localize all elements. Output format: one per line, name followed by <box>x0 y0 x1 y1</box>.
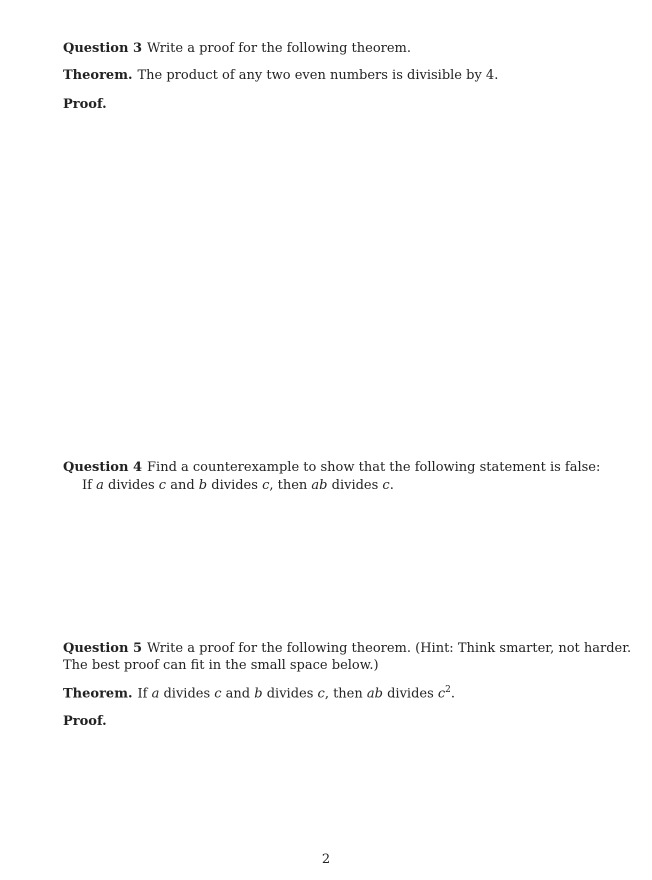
question-4-label: Question 4 <box>63 460 143 475</box>
theorem-text: and <box>221 686 255 702</box>
question-3-prompt <box>63 40 411 57</box>
theorem-text: , then <box>324 686 367 702</box>
theorem-text: divides <box>262 686 318 702</box>
statement-text: , then <box>269 478 312 493</box>
statement-text: divides <box>207 478 263 493</box>
variable-c: c <box>317 686 325 702</box>
statement-text: divides <box>103 478 159 493</box>
variable-a: a <box>151 686 160 702</box>
variable-c: c <box>214 686 222 702</box>
exponent: 2 <box>445 685 451 695</box>
theorem-text: . <box>450 686 456 702</box>
variable-b: b <box>198 478 208 493</box>
question-5-theorem <box>63 682 455 702</box>
question-5-prompt <box>63 640 631 657</box>
statement-text: and <box>166 478 199 493</box>
page-number: 2 <box>321 852 331 867</box>
question-5-prompt-continued: The best proof can fit in the small space below.) <box>63 658 379 673</box>
question-4-statement <box>82 477 394 494</box>
variable-b: b <box>254 686 263 702</box>
variable-a: a <box>96 478 104 493</box>
question-3-theorem-label: Theorem. <box>63 68 133 83</box>
statement-text: . <box>389 478 394 493</box>
question-3-theorem <box>63 67 498 84</box>
question-5-proof-label: Proof. <box>63 714 107 729</box>
variable-c: c <box>262 478 270 493</box>
question-3-proof-label: Proof. <box>63 97 107 112</box>
question-3-prompt-text: Write a proof for the following theorem. <box>147 41 412 56</box>
question-5-prompt-text: Write a proof for the following theorem. (Hint: Think smarter, not harder. <box>147 641 632 656</box>
statement-text: divides <box>327 478 383 493</box>
variable-ab: ab <box>311 478 328 493</box>
question-4-prompt-text: Find a counterexample to show that the following statement is false: <box>147 460 601 475</box>
variable-c: c <box>382 478 390 493</box>
question-5-label: Question 5 <box>63 641 143 656</box>
theorem-text: If <box>137 686 152 702</box>
question-3-label: Question 3 <box>63 41 143 56</box>
question-5-theorem-label: Theorem. <box>63 686 133 702</box>
theorem-text: divides <box>382 686 438 702</box>
theorem-text: divides <box>159 686 215 702</box>
variable-c: c <box>158 478 167 493</box>
question-3-theorem-text: The product of any two even numbers is divisible by 4. <box>137 68 499 83</box>
variable-ab: ab <box>366 686 383 702</box>
question-4-prompt <box>63 459 600 476</box>
statement-text: If <box>82 478 97 493</box>
variable-c: c <box>437 686 446 702</box>
